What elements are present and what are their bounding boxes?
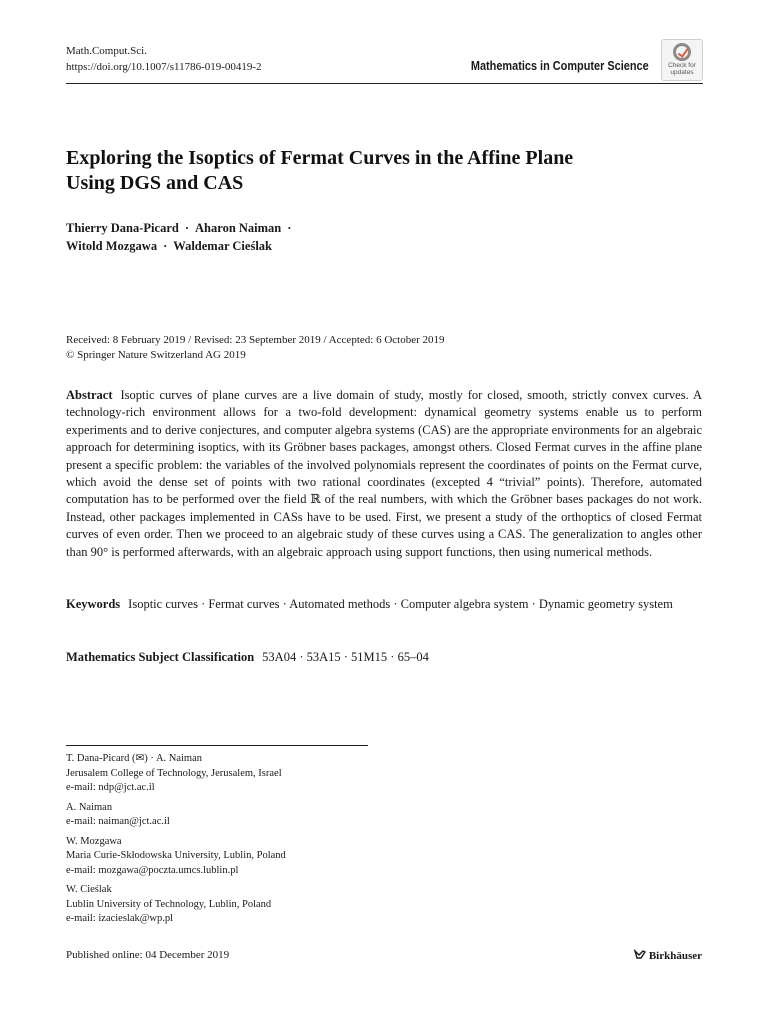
affiliation-block — [66, 752, 286, 796]
affiliation-institution: Lublin University of Technology, Lublin, Poland — [66, 898, 272, 910]
journal-abbrev: Math.Comput.Sci. — [66, 45, 147, 57]
affiliation-institution: Jerusalem College of Technology, Jerusalem, Israel — [66, 767, 282, 779]
affiliation-institution: Maria Curie-Skłodowska University, Lublin, Poland — [66, 850, 286, 861]
affiliation-block — [66, 835, 286, 879]
author-separator: · — [287, 221, 292, 235]
title-line-1: Exploring the Isoptics of Fermat Curves in the Affine Plane — [66, 147, 574, 169]
author-name: Waldemar Cieślak — [173, 239, 272, 253]
affiliation-authors: W. Mozgawa — [66, 835, 122, 847]
affiliation-authors: W. Cieślak — [66, 884, 112, 895]
affiliation-authors: A. Naiman — [66, 801, 113, 813]
publication-history — [66, 333, 445, 363]
paper-title — [66, 146, 706, 196]
keywords-text: Isoptic curves · Fermat curves · Automated methods · Computer algebra system · Dynamic geometry system — [128, 597, 673, 611]
copyright-line: © Springer Nature Switzerland AG 2019 — [66, 349, 246, 361]
check-updates-label: Check for updates — [668, 62, 696, 76]
affiliations — [66, 752, 286, 932]
journal-name: Mathematics in Computer Science — [471, 58, 649, 73]
author-separator: · — [163, 239, 168, 253]
abstract — [66, 387, 702, 561]
keywords-label: Keywords — [66, 597, 121, 611]
published-online: Published online: 04 December 2019 — [66, 949, 230, 961]
affiliation-authors: T. Dana-Picard (✉) · A. Naiman — [66, 753, 203, 764]
affiliation-email[interactable]: e-mail: izacieslak@wp.pl — [66, 913, 174, 924]
author-name: Aharon Naiman — [195, 221, 282, 235]
doi-link[interactable]: https://doi.org/10.1007/s11786-019-00419-2 — [66, 61, 262, 73]
abstract-label: Abstract — [66, 388, 113, 402]
keywords — [66, 595, 702, 613]
header-rule — [66, 83, 703, 84]
msc-text: 53A04 · 53A15 · 51M15 · 65–04 — [262, 650, 429, 664]
received-dates: Received: 8 February 2019 / Revised: 23 September 2019 / Accepted: 6 October 2019 — [66, 334, 445, 346]
msc-label: Mathematics Subject Classification — [66, 650, 255, 664]
footnote-rule — [66, 745, 368, 746]
publisher-name: Birkhäuser — [648, 950, 702, 962]
author-separator: · — [184, 221, 190, 235]
journal-meta — [66, 43, 262, 75]
affiliation-email[interactable]: e-mail: mozgawa@poczta.umcs.lublin.pl — [66, 864, 239, 876]
affiliation-email[interactable]: e-mail: ndp@jct.ac.il — [66, 782, 155, 793]
affiliation-email[interactable]: e-mail: naiman@jct.ac.il — [66, 816, 170, 827]
affiliation-block — [66, 883, 286, 927]
birkhauser-bird-icon — [634, 949, 646, 963]
check-for-updates-badge[interactable] — [661, 39, 703, 81]
title-line-2: Using DGS and CAS — [66, 172, 244, 194]
publisher-logo — [634, 949, 702, 963]
subject-classification — [66, 648, 429, 666]
author-name: Witold Mozgawa — [66, 239, 158, 253]
affiliation-block — [66, 801, 286, 830]
author-name: Thierry Dana-Picard — [66, 221, 179, 235]
abstract-text: Isoptic curves of plane curves are a live domain of study, mostly for closed, smooth, strictly convex curves. A technology-rich environment allows for a two-fold development: dynamical geometry systems enable us to perform experiments and to derive conjectures, and computer algebra systems (CAS) are the appropriate environments for an algebraic approach for determining isoptics, with its Gröbner bases packages, amongst others. Closed Fermat curves in the affine plane present a specific problem: the variables of the involved polynomials represent the coordinates of points on the Fermat curve, which avoid the dense set of points with two rational coordinates (excepted 4 “trivial” points). Therefore, automated computation has to be performed over the field ℝ of the real numbers, with which the Gröbner bases packages do not work. Instead, other packages implemented in CASs have to be used. First, we present a study of the orthoptics of closed Fermat curves of even order. Then we proceed to an algebraic study of these curves using a CAS. The generalization to angles other than 90° is performed afterwards, with an algebraic approach using support functions, then using numerical methods. — [66, 388, 702, 559]
author-list — [66, 219, 297, 255]
check-updates-icon — [673, 43, 691, 61]
